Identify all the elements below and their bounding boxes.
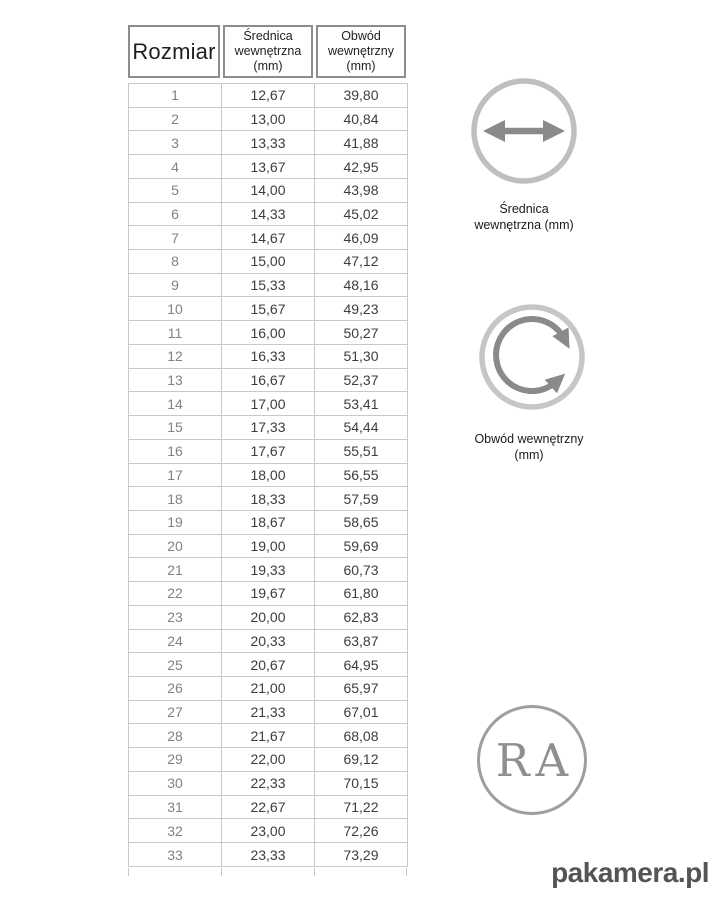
cell-diameter: 18,67 [222,510,315,534]
ra-logo-text: RA [495,733,575,787]
cell-diameter: 13,00 [222,107,315,131]
cell-size: 8 [129,250,222,274]
cell-size: 1 [129,84,222,108]
cell-size: 29 [129,748,222,772]
cell-circumference: 70,15 [315,771,408,795]
cell-circumference: 40,84 [315,107,408,131]
cell-size: 27 [129,700,222,724]
table-row [129,653,408,677]
cell-diameter: 20,00 [222,605,315,629]
column-header-srednica: Średnica wewnętrzna (mm) [223,25,313,78]
cell-size: 2 [129,107,222,131]
table-row [129,748,408,772]
table-row [129,368,408,392]
cell-size: 9 [129,273,222,297]
cell-size: 30 [129,771,222,795]
inner-diameter-icon [468,75,580,187]
cell-circumference: 52,37 [315,368,408,392]
cell-circumference: 69,12 [315,748,408,772]
cell-diameter: 16,33 [222,344,315,368]
cell-size: 14 [129,392,222,416]
cell-size: 24 [129,629,222,653]
cell-diameter: 18,00 [222,463,315,487]
cell-diameter: 22,00 [222,748,315,772]
cell-diameter: 16,00 [222,321,315,345]
cell-diameter: 22,33 [222,771,315,795]
table-row [129,297,408,321]
table-row [129,724,408,748]
table-header [128,25,406,78]
cell-diameter: 19,00 [222,534,315,558]
cell-circumference: 42,95 [315,155,408,179]
cell-diameter: 16,67 [222,368,315,392]
cell-size: 11 [129,321,222,345]
cell-size: 17 [129,463,222,487]
cell-circumference: 63,87 [315,629,408,653]
cell-circumference: 39,80 [315,84,408,108]
inner-circumference-label: Obwód wewnętrzny (mm) [474,432,584,462]
cell-size: 21 [129,558,222,582]
cell-diameter: 15,00 [222,250,315,274]
cell-circumference: 46,09 [315,226,408,250]
cell-circumference: 64,95 [315,653,408,677]
cell-diameter: 12,67 [222,84,315,108]
cell-size: 28 [129,724,222,748]
table-row [129,463,408,487]
table-row [129,843,408,867]
cell-circumference: 43,98 [315,178,408,202]
cell-size: 26 [129,676,222,700]
cell-diameter: 18,33 [222,487,315,511]
table-row [129,819,408,843]
cell-diameter: 23,33 [222,843,315,867]
table-row [129,676,408,700]
inner-diameter-label: Średnica wewnętrzna (mm) [474,202,574,232]
cell-circumference: 59,69 [315,534,408,558]
cell-circumference: 41,88 [315,131,408,155]
cell-size: 7 [129,226,222,250]
cell-diameter: 14,00 [222,178,315,202]
cell-diameter: 17,67 [222,439,315,463]
cell-diameter: 15,33 [222,273,315,297]
column-header-rozmiar: Rozmiar [128,25,220,78]
cell-size: 32 [129,819,222,843]
cell-circumference: 57,59 [315,487,408,511]
table-row [129,226,408,250]
ra-logo [477,705,587,815]
table-row [129,558,408,582]
cell-circumference: 47,12 [315,250,408,274]
cell-size: 20 [129,534,222,558]
cell-size: 31 [129,795,222,819]
cell-diameter: 19,67 [222,582,315,606]
cell-circumference: 54,44 [315,416,408,440]
table-row [129,629,408,653]
cell-diameter: 21,67 [222,724,315,748]
cell-diameter: 19,33 [222,558,315,582]
cell-size: 33 [129,843,222,867]
size-table-body [128,83,408,867]
table-row [129,250,408,274]
table-row [129,439,408,463]
cell-size: 6 [129,202,222,226]
cell-diameter: 13,33 [222,131,315,155]
cell-diameter: 13,67 [222,155,315,179]
cell-circumference: 58,65 [315,510,408,534]
table-row [129,131,408,155]
cell-size: 15 [129,416,222,440]
cell-circumference: 53,41 [315,392,408,416]
inner-circumference-icon [476,301,588,413]
cell-size: 16 [129,439,222,463]
table-row [129,795,408,819]
cell-size: 12 [129,344,222,368]
table-row [129,392,408,416]
cell-circumference: 68,08 [315,724,408,748]
table-row [129,321,408,345]
cell-circumference: 61,80 [315,582,408,606]
cropped-table-row [128,868,407,876]
cell-circumference: 72,26 [315,819,408,843]
cell-size: 5 [129,178,222,202]
table-row [129,582,408,606]
table-row [129,344,408,368]
cell-diameter: 22,67 [222,795,315,819]
table-row [129,534,408,558]
cell-circumference: 49,23 [315,297,408,321]
cell-circumference: 50,27 [315,321,408,345]
cell-diameter: 21,33 [222,700,315,724]
cell-circumference: 48,16 [315,273,408,297]
cell-diameter: 17,00 [222,392,315,416]
table-row [129,178,408,202]
table-row [129,510,408,534]
cell-diameter: 14,67 [222,226,315,250]
table-row [129,605,408,629]
cell-circumference: 56,55 [315,463,408,487]
cell-diameter: 15,67 [222,297,315,321]
cell-diameter: 23,00 [222,819,315,843]
table-row [129,202,408,226]
table-row [129,771,408,795]
cell-circumference: 62,83 [315,605,408,629]
cell-circumference: 73,29 [315,843,408,867]
cell-size: 23 [129,605,222,629]
cell-diameter: 14,33 [222,202,315,226]
cell-size: 13 [129,368,222,392]
cell-size: 18 [129,487,222,511]
table-row [129,84,408,108]
cell-size: 3 [129,131,222,155]
pakamera-watermark: pakamera.pl [551,857,709,888]
cell-size: 10 [129,297,222,321]
cell-diameter: 20,33 [222,629,315,653]
table-row [129,107,408,131]
cell-circumference: 55,51 [315,439,408,463]
cell-diameter: 20,67 [222,653,315,677]
cell-circumference: 65,97 [315,676,408,700]
cell-circumference: 51,30 [315,344,408,368]
cell-circumference: 71,22 [315,795,408,819]
cell-diameter: 17,33 [222,416,315,440]
table-row [129,487,408,511]
table-row [129,155,408,179]
cell-size: 19 [129,510,222,534]
cell-circumference: 67,01 [315,700,408,724]
cell-circumference: 60,73 [315,558,408,582]
table-row [129,416,408,440]
table-row [129,700,408,724]
column-header-obwod: Obwód wewnętrzny (mm) [316,25,406,78]
cell-size: 4 [129,155,222,179]
table-row [129,273,408,297]
cell-diameter: 21,00 [222,676,315,700]
cell-circumference: 45,02 [315,202,408,226]
cell-size: 22 [129,582,222,606]
cell-size: 25 [129,653,222,677]
